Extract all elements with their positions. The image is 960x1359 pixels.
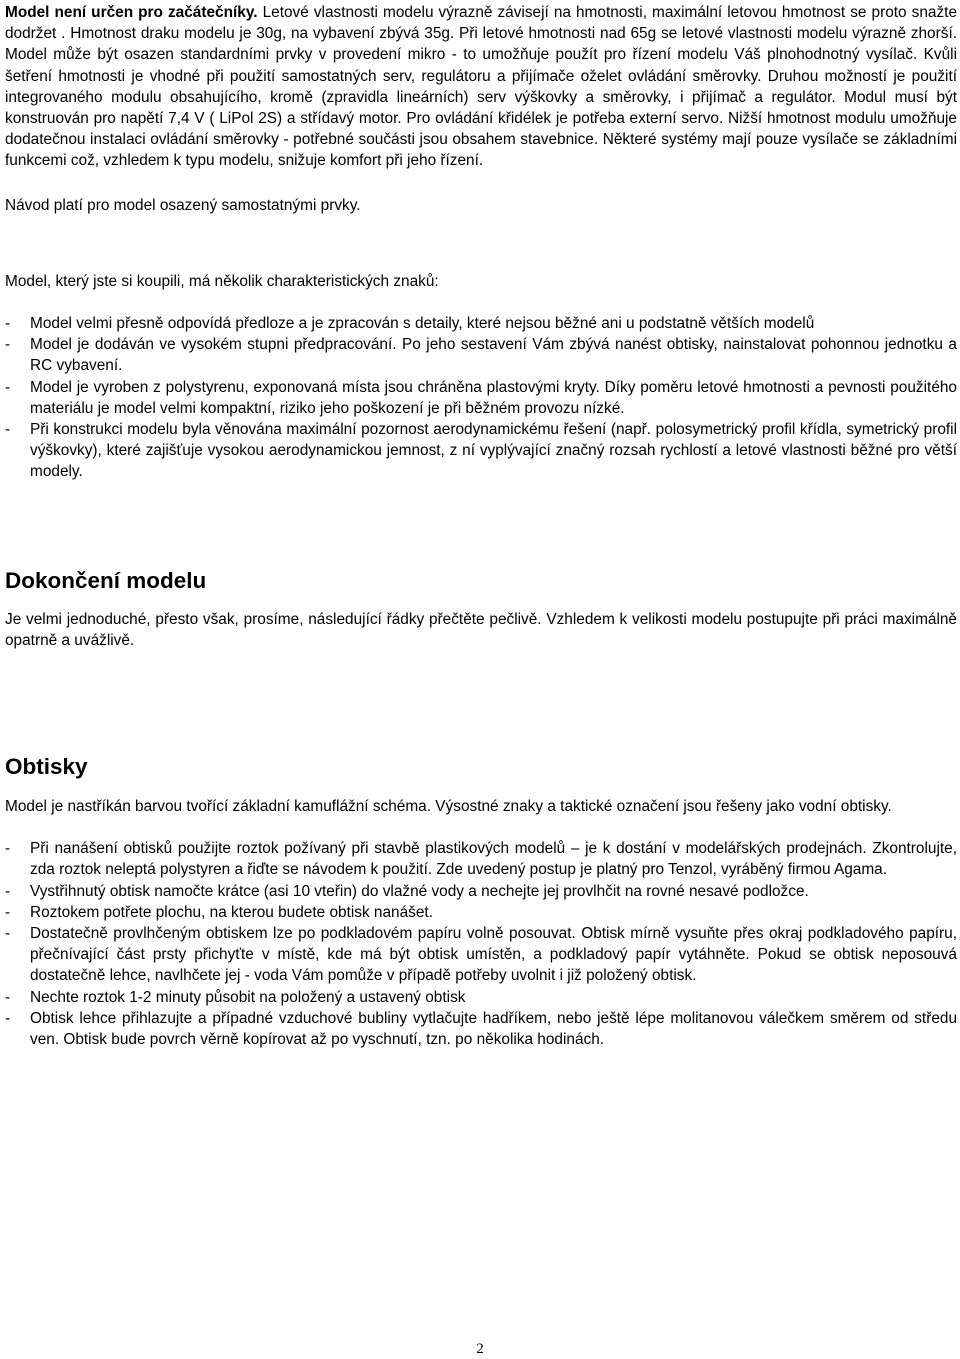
list-bullet: - xyxy=(5,882,11,900)
list-item xyxy=(5,313,957,334)
features-list xyxy=(5,313,957,483)
decals-list xyxy=(5,838,957,1050)
intro-text: Letové vlastnosti modelu výrazně závisejí na hmotnosti, maximální letovou hmotnost se proto snažte dodržet . Hmotnost draku modelu je 30g, na vybavení zbývá 35g. Při letové hmotnosti nad 65g se letové vlastnosti modelu výrazně zhorší. Model může být osazen standardními prvky v provedení mikro - to umožňuje použít pro řízení modelu Váš plnohodnotný vysílač. Kvůli šetření hmotnosti je vhodné při použití samostatných serv, regulátoru a přijímače oželet ovládání směrovky. Druhou možností je použití integrovaného modulu obsahujícího, kromě (zpravidla lineárních) serv výškovky a směrovky, i přijímač a regulátor. Modul musí být konstruován pro napětí 7,4 V ( LiPol 2S) a střídavý motor. Pro ovládání křidélek je potřeba externí servo. Nižší hmotnost modulu umožňuje dodatečnou instalaci ovládání směrovky - potřebné součásti jsou obsahem stavebnice. Některé systémy mají pouze vysílače se základními funkcemi což, vzhledem k typu modelu, snižuje komfort při jeho řízení. xyxy=(5,4,958,170)
page-number: 2 xyxy=(476,1341,484,1357)
list-item xyxy=(5,902,957,923)
decals-text: Model je nastříkán barvou tvořící základní kamuflážní schéma. Výsostné znaky a taktické označení jsou řešeny jako vodní obtisky. xyxy=(5,798,892,816)
list-item xyxy=(5,377,957,419)
list-item xyxy=(5,419,957,483)
intro-paragraph xyxy=(5,0,957,172)
list-item-text: Nechte roztok 1-2 minuty působit na položený a ustavený obtisk xyxy=(30,988,466,1006)
list-item-text: Dostatečně provlhčeným obtiskem lze po podkladovém papíru volně posouvat. Obtisk mírně vysuňte přes okraj podkladového papíru, přečnívající část prsty přichyťte v místě, kde má být obtisk umístěn, a podkladový papír vytáhněte. Pokud se obtisk neposouvá dostatečně lehce, navlhčete jej - voda Vám pomůže v případě potřeby uvolnit i již položený obtisk. xyxy=(30,925,957,985)
section-heading-completion: Dokončení modelu xyxy=(5,567,207,593)
list-item-text: Roztokem potřete plochu, na kterou budete obtisk nanášet. xyxy=(30,903,433,921)
list-item xyxy=(5,881,957,902)
features-intro: Model, který jste si koupili, má několik charakteristických znaků: xyxy=(5,272,439,290)
list-bullet: - xyxy=(5,421,11,439)
list-bullet: - xyxy=(5,988,11,1006)
list-item-text: Model je vyroben z polystyrenu, exponovaná místa jsou chráněna plastovými kryty. Díky poměru letové hmotnosti a pevnosti použitého materiálu je model velmi kompaktní, riziko jeho poškození je při běžném provozu nízké. xyxy=(30,378,957,417)
intro-warning: Model není určen pro začátečníky. xyxy=(5,4,258,21)
list-item xyxy=(5,923,957,987)
list-item-text: Při konstrukci modelu byla věnována maximální pozornost aerodynamickému řešení (např. polosymetrický profil křídla, symetrický profil výškovky), které zajišťuje vysokou aerodynamickou jemnost, z ní vyplývající značný rozsah rychlostí a letové vlastnosti běžné pro větší modely. xyxy=(30,421,957,481)
completion-text: Je velmi jednoduché, přesto však, prosíme, následující řádky přečtěte pečlivě. Vzhledem k velikosti modelu postupujte při práci maximálně opatrně a uvážlivě. xyxy=(5,610,957,649)
list-item-text: Model velmi přesně odpovídá předloze a je zpracován s detaily, které nejsou běžné ani u podstatně větších modelů xyxy=(30,315,815,333)
list-bullet: - xyxy=(5,840,11,858)
document-page xyxy=(5,0,957,1050)
list-bullet: - xyxy=(5,315,11,333)
list-item-text: Vystřihnutý obtisk namočte krátce (asi 10 vteřin) do vlažné vody a nechejte jej provlhčit na rovné nesavé podložce. xyxy=(30,882,809,900)
list-item-text: Při nanášení obtisků použijte roztok požívaný při stavbě plastikových modelů – je k dostání v modelářských prodejnách. Zkontrolujte, zda roztok neleptá polystyren a řiďte se návodem k použití. Zde uvedený postup je platný pro Tenzol, vyráběný firmou Agama. xyxy=(30,840,957,879)
list-item xyxy=(5,334,957,376)
list-bullet: - xyxy=(5,903,11,921)
list-bullet: - xyxy=(5,1009,11,1027)
list-bullet: - xyxy=(5,336,11,354)
list-bullet: - xyxy=(5,925,11,943)
list-bullet: - xyxy=(5,378,11,396)
list-item xyxy=(5,1008,957,1050)
list-item-text: Model je dodáván ve vysokém stupni předpracování. Po jeho sestavení Vám zbývá nanést obtisky, nainstalovat pohonnou jednotku a RC vybavení. xyxy=(30,336,957,375)
list-item xyxy=(5,987,957,1008)
list-item xyxy=(5,838,957,880)
list-item-text: Obtisk lehce přihlazujte a případné vzduchové bubliny vytlačujte hadříkem, nebo ještě lépe molitanovou válečkem směrem od středu ven. Obtisk bude povrch věrně kopírovat až po vyschnutí, tzn. po několika hodinách. xyxy=(30,1009,957,1049)
section-heading-decals: Obtisky xyxy=(5,754,88,780)
guide-note: Návod platí pro model osazený samostatnými prvky. xyxy=(5,196,361,214)
